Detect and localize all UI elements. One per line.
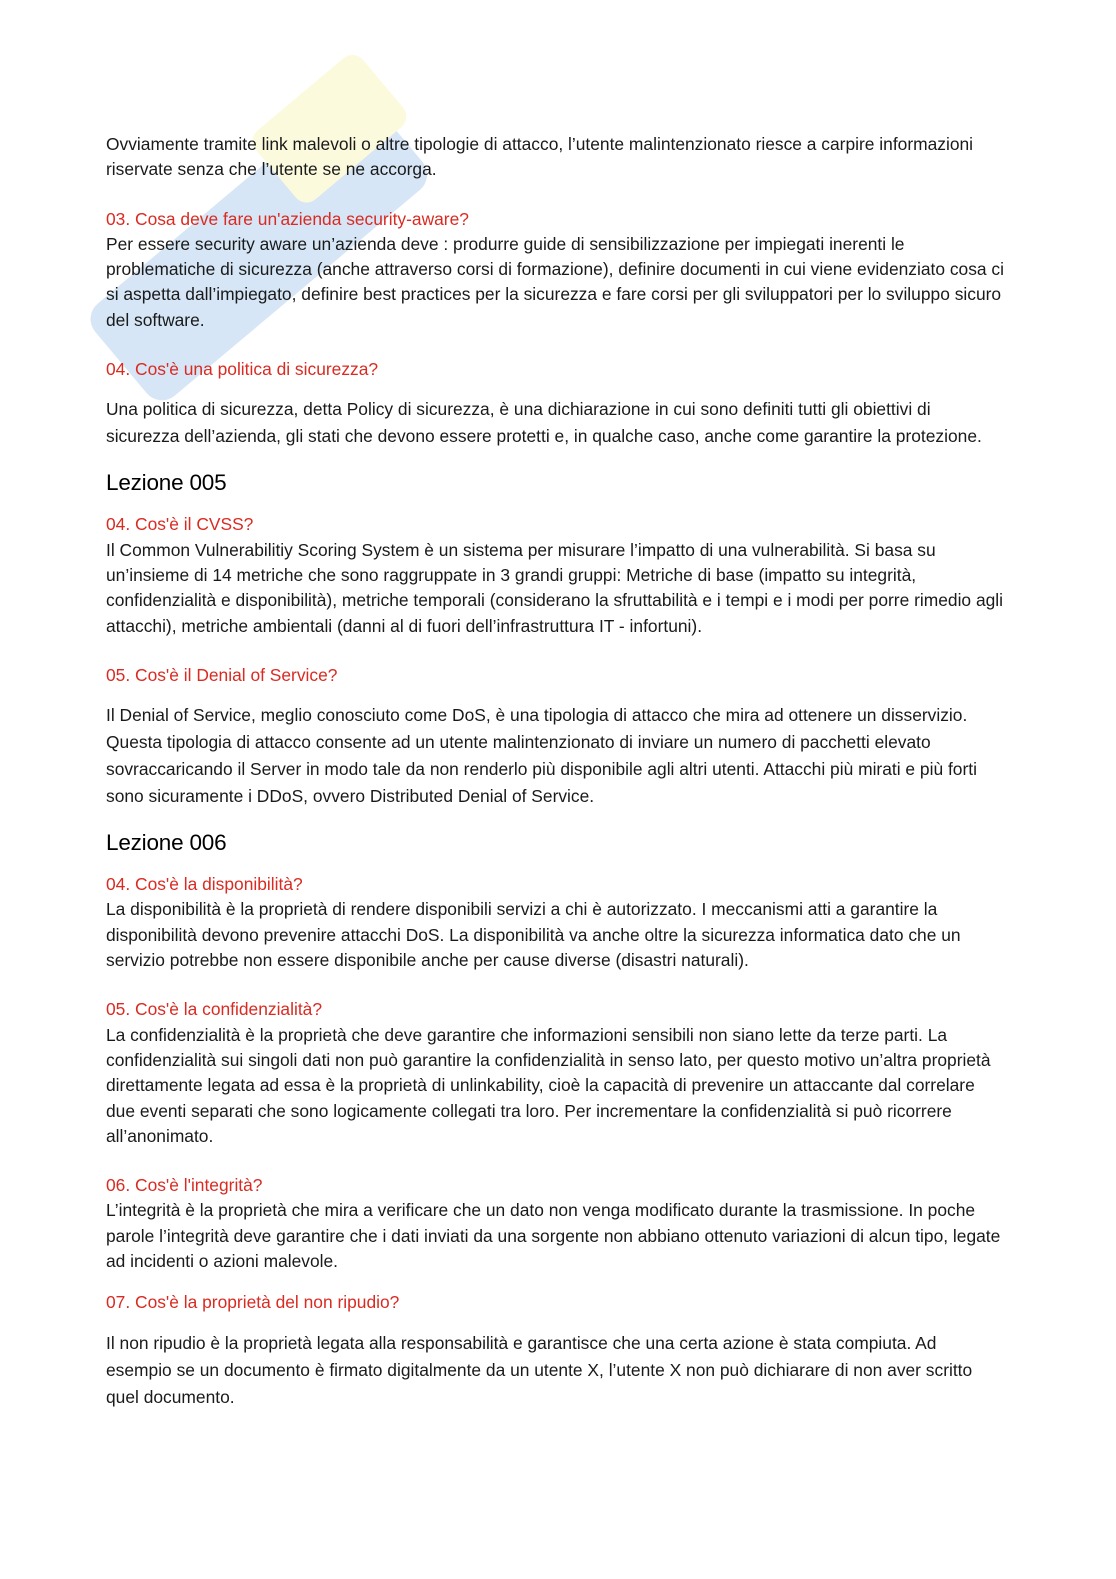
answer-security-aware: Per essere security aware un’azienda deve : produrre guide di sensibilizzazione per impiegati inerenti le problematiche di sicurezza (anche attraverso corsi di formazione), definire documenti in cui viene evidenziato cosa ci si aspetta dall’impiegato, definire best practices per la sicurezza e fare corsi per gli sviluppatori per lo sviluppo sicuro del software.: [106, 233, 1004, 330]
answer-disponibilita: La disponibilità è la proprietà di rendere disponibili servizi a chi è autorizzato. I meccanismi atti a garantire la disponibilità devono prevenire attacchi DoS. La disponibilità va anche oltre la sicurezza informatica dato che un servizio potrebbe non essere disponibile anche per cause diverse (disastri naturali).: [106, 899, 961, 971]
question-integrita: 06. Cos'è l'integrità?: [106, 1175, 263, 1196]
question-non-ripudio: 07. Cos'è la proprietà del non ripudio?: [106, 1292, 400, 1313]
answer-denial-of-service: Il Denial of Service, meglio conosciuto come DoS, è una tipologia di attacco che mira ad ottenere un disservizio. Questa tipologia di attacco consente ad un utente malintenzionato di inviare un numero di pacchetti elevato sovraccaricando il Server in modo tale da non renderlo più disponibile agli altri utenti. Attacchi più mirati e più forti sono sicuramente i DDoS, ovvero Distributed Denial of Service.: [106, 705, 977, 807]
question-cvss: 04. Cos'è il CVSS?: [106, 514, 254, 535]
paragraph-intro: Ovviamente tramite link malevoli o altre tipologie di attacco, l’utente malintenzionato riesce a carpire informazioni riservate senza che l’utente se ne accorga.: [106, 134, 974, 180]
answer-politica-sicurezza: Una politica di sicurezza, detta Policy di sicurezza, è una dichiarazione in cui sono definiti tutti gli obiettivi di sicurezza dell’azienda, gli stati che devono essere protetti e, in qualche caso, anche come garantire la protezione.: [106, 399, 982, 447]
question-confidenzialita: 05. Cos'è la confidenzialità?: [106, 999, 323, 1020]
lesson-heading-005: Lezione 005: [106, 470, 227, 496]
answer-non-ripudio: Il non ripudio è la proprietà legata alla responsabilità e garantisce che una certa azione è stata compiuta. Ad esempio se un documento è firmato digitalmente da un utente X, l’utente X non può dichiarare di non aver scritto quel documento.: [106, 1332, 973, 1407]
answer-confidenzialita: La confidenzialità è la proprietà che deve garantire che informazioni sensibili non siano lette da terze parti. La confidenzialità sui singoli dati non può garantire la confidenzialità in senso lato, per questo motivo un’altra proprietà direttamente legata ad essa è la proprietà di unlinkability, cioè la capacità di prevenire un attaccante dal correlare due eventi separati che sono logicamente collegati tra loro. Per incrementare la confidenzialità si può ricorrere all’anonimato.: [106, 1024, 991, 1146]
answer-cvss: Il Common Vulnerabilitiy Scoring System è un sistema per misurare l’impatto di una vulnerabilità. Si basa su un’insieme di 14 metriche che sono raggruppate in 3 grandi gruppi: Metriche di base (impatto su integrità, confidenzialità e disponibilità), metriche temporali (considerano la sfruttabilità e i tempi e i modi per porre rimedio agli attacchi), metriche ambientali (danni al di fuori dell’infrastruttura IT - infortuni).: [106, 539, 1004, 636]
document-page: [106, 132, 1006, 1411]
question-politica-sicurezza: 04. Cos'è una politica di sicurezza?: [106, 359, 379, 380]
lesson-heading-006: Lezione 006: [106, 830, 227, 856]
question-disponibilita: 04. Cos'è la disponibilità?: [106, 874, 303, 895]
question-security-aware: 03. Cosa deve fare un'azienda security-aware?: [106, 208, 469, 229]
answer-integrita: L’integrità è la proprietà che mira a verificare che un dato non venga modificato durante la trasmissione. In poche parole l’integrità deve garantire che i dati inviati da una sorgente non abbiano ottenuto variazioni di alcun tipo, legate ad incidenti o azioni malevole.: [106, 1200, 1001, 1272]
question-denial-of-service: 05. Cos'è il Denial of Service?: [106, 664, 338, 685]
